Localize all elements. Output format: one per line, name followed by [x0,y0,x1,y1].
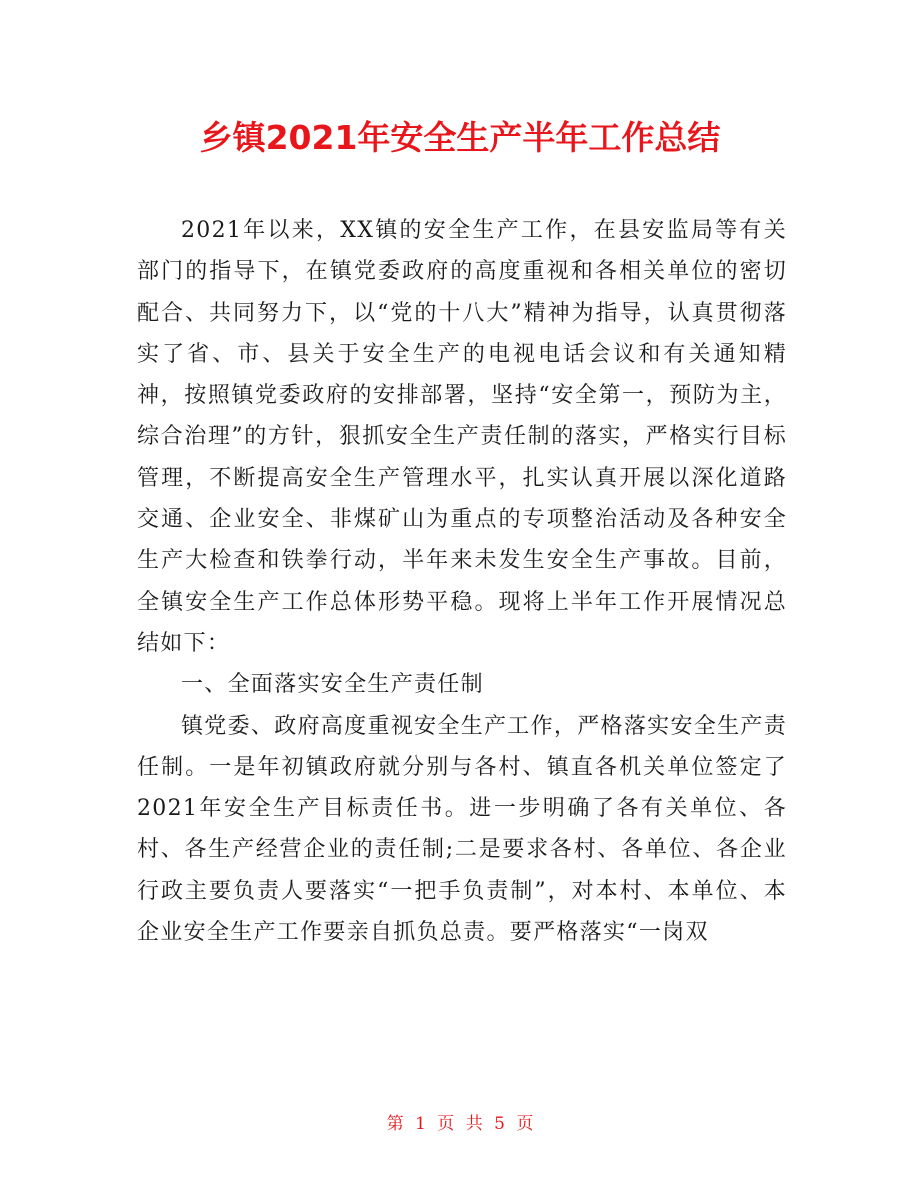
paragraph-intro: 2021年以来，XX镇的安全生产工作，在县安监局等有关部门的指导下，在镇党委政府的高度重视和各相关单位的密切配合、共同努力下，以“党的十八大”精神为指导，认真贯彻落实了省、市、县关于安全生产的电视电话会议和有关通知精神，按照镇党委政府的安排部署，坚持“安全第一，预防为主，综合治理”的方针，狠抓安全生产责任制的落实，严格实行目标管理，不断提高安全生产管理水平，扎实认真开展以深化道路交通、企业安全、非煤矿山为重点的专项整治活动及各种安全生产大检查和铁拳行动，半年来未发生安全生产事故。目前，全镇安全生产工作总体形势平稳。现将上半年工作开展情况总结如下： [137,218,787,656]
section-heading-1: 一、全面落实安全生产责任制 [181,672,484,698]
document-body [137,210,787,953]
paragraph-section-1: 镇党委、政府高度重视安全生产工作，严格落实安全生产责任制。一是年初镇政府就分别与各村、镇直各机关单位签定了2021年安全生产目标责任书。进一步明确了各有关单位、各村、各生产经营企业的责任制;二是要求各村、各单位、各企业行政主要负责人要落实“一把手负责制”，对本村、本单位、本企业安全生产工作要亲自抓负总责。要严格落实“一岗双 [137,713,787,946]
page-indicator: 第 1 页 共 5 页 [386,1114,534,1134]
document-title: 乡镇2021年安全生产半年工作总结 [199,118,721,157]
